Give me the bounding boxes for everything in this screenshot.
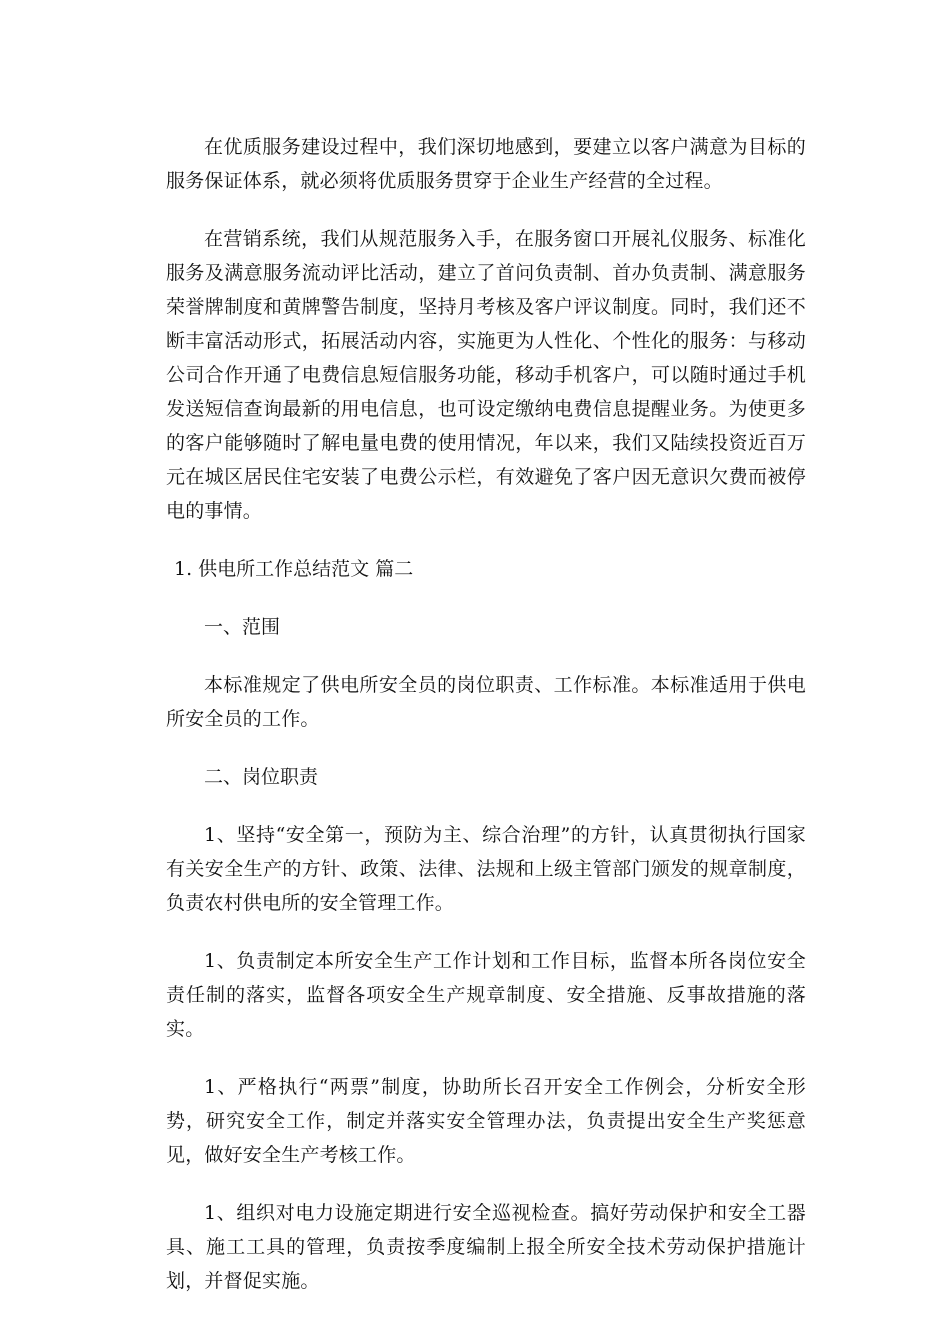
paragraph-service-guarantee: 在优质服务建设过程中，我们深切地感到，要建立以客户满意为目标的服务保证体系，就必须将优质服务贯穿于企业生产经营的全过程。 (166, 136, 806, 192)
list-item: 1、负责制定本所安全生产工作计划和工作目标，监督本所各岗位安全责任制的落实，监督各项安全生产规章制度、安全措施、反事故措施的落实。 (166, 950, 806, 1040)
paragraph-scope: 本标准规定了供电所安全员的岗位职责、工作标准。本标准适用于供电所安全员的工作。 (166, 674, 806, 730)
list-item: 1、严格执行“两票”制度，协助所长召开安全工作例会，分析安全形势，研究安全工作，制定并落实安全管理办法，负责提出安全生产奖惩意见，做好安全生产考核工作。 (166, 1076, 806, 1166)
list-item: 1、组织对电力设施定期进行安全巡视检查。搞好劳动保护和安全工器具、施工工具的管理，负责按季度编制上报全所安全技术劳动保护措施计划，并督促实施。 (166, 1202, 806, 1292)
paragraph-marketing-system: 在营销系统，我们从规范服务入手，在服务窗口开展礼仪服务、标准化服务及满意服务流动评比活动，建立了首问负责制、首办负责制、满意服务荣誉牌制度和黄牌警告制度，坚持月考核及客户评议制度。同时，我们还不断丰富活动形式，拓展活动内容，实施更为人性化、个性化的服务：与移动公司合作开通了电费信息短信服务功能，移动手机客户，可以随时通过手机发送短信查询最新的用电信息，也可设定缴纳电费信息提醒业务。为使更多的客户能够随时了解电量电费的使用情况，年以来，我们又陆续投资近百万元在城区居民住宅安装了电费公示栏，有效避免了客户因无意识欠费而被停电的事情。 (166, 228, 806, 522)
section-heading: 1. 供电所工作总结范文 篇二 (174, 558, 414, 580)
document-body (166, 130, 806, 1322)
list-item: 1、坚持“安全第一，预防为主、综合治理”的方针，认真贯彻执行国家有关安全生产的方针、政策、法律、法规和上级主管部门颁发的规章制度，负责农村供电所的安全管理工作。 (166, 824, 806, 914)
subheading-responsibilities: 二、岗位职责 (204, 766, 319, 788)
subheading-scope: 一、范围 (204, 616, 281, 638)
